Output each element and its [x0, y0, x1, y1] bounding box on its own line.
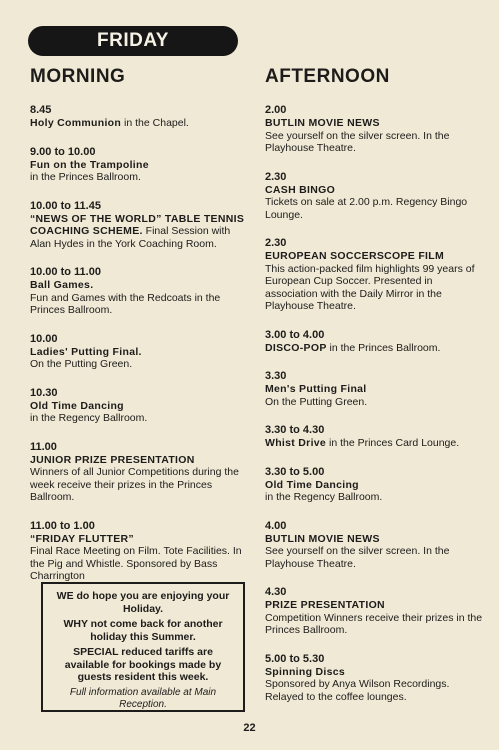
entry-body: [265, 479, 487, 504]
entry-title: Fun on the Trampoline: [30, 158, 149, 171]
entry-time: 4.00: [265, 519, 287, 532]
entry-time: 3.30 to 5.00: [265, 465, 325, 478]
entry-title: Old Time Dancing: [30, 399, 124, 412]
notice-footer: Full information available at Main Reception.: [69, 686, 217, 710]
entry-title: DISCO-POP: [265, 341, 327, 354]
schedule-entry: [30, 441, 252, 504]
schedule-entry: [265, 653, 487, 704]
notice-line: SPECIAL reduced tariffs are available for bookings made by guests resident this week.: [64, 646, 222, 683]
entry-time: 10.30: [30, 386, 58, 399]
entry-title: Spinning Discs: [265, 665, 346, 678]
entry-description: in the Chapel.: [121, 117, 189, 129]
entry-body: [265, 117, 487, 155]
entry-title: BUTLIN MOVIE NEWS: [265, 532, 380, 545]
entry-description: Tickets on sale at 2.00 p.m. Regency Bingo Lounge.: [265, 196, 468, 221]
schedule-entry: [30, 146, 252, 184]
entry-description: Fun and Games with the Redcoats in the Princes Ballroom.: [30, 291, 221, 316]
notice-line: WHY not come back for another holiday this Summer.: [63, 618, 223, 643]
entry-title: Holy Communion: [30, 117, 122, 129]
schedule-entry: [265, 171, 487, 222]
entry-time: 4.30: [265, 586, 287, 598]
entry-body: [265, 437, 487, 450]
entry-time: 9.00 to 10.00: [30, 145, 96, 158]
entry-title: Old Time Dancing: [265, 478, 359, 491]
schedule-entry: [30, 266, 252, 317]
entry-time: 10.00 to 11.45: [30, 199, 101, 212]
entry-description: See yourself on the silver screen. In the Playhouse Theatre.: [265, 129, 450, 154]
afternoon-entries: [265, 104, 487, 703]
entry-time: 3.00 to 4.00: [265, 328, 325, 341]
entry-body: [30, 454, 252, 504]
schedule-entry: [30, 333, 252, 371]
entry-time: 3.30: [265, 370, 287, 382]
entry-body: [30, 159, 252, 184]
entry-description: On the Putting Green.: [30, 358, 133, 370]
entry-title: “NEWS OF THE WORLD” TABLE TENNIS COACHING SCHEME.: [30, 212, 245, 237]
entry-body: [30, 533, 252, 583]
schedule-entry: [265, 370, 487, 408]
entry-description: Winners of all Junior Competitions during the week receive their prizes in the Princes Ballroom.: [30, 466, 239, 503]
entry-description: Sponsored by Anya Wilson Recordings. Relayed to the coffee lounges.: [265, 678, 450, 703]
entry-description: in the Princes Ballroom.: [30, 171, 141, 183]
entry-body: [265, 666, 487, 704]
entry-title: BUTLIN MOVIE NEWS: [265, 117, 380, 129]
entry-body: [265, 383, 487, 408]
entry-description: See yourself on the silver screen. In the Playhouse Theatre.: [265, 545, 450, 570]
schedule-entry: [30, 104, 252, 130]
entry-title: PRIZE PRESENTATION: [265, 599, 385, 611]
schedule-entry: [265, 104, 487, 155]
entry-description: Final Session with Alan Hydes in the York Coaching Room.: [30, 225, 231, 250]
schedule-entry: [265, 586, 487, 637]
entry-time: 11.00 to 1.00: [30, 519, 95, 532]
entry-title: Ladies' Putting Final.: [30, 345, 142, 358]
entry-time: 5.00 to 5.30: [265, 652, 325, 665]
schedule-entry: [30, 200, 252, 251]
entry-time: 2.30: [265, 237, 287, 249]
entry-time: 10.00 to 11.00: [30, 266, 101, 278]
entry-body: [30, 400, 252, 425]
entry-body: [30, 117, 252, 130]
entry-time: 2.00: [265, 104, 287, 116]
schedule-entry: [30, 387, 252, 425]
day-heading-badge: FRIDAY: [28, 26, 238, 56]
morning-heading: MORNING: [30, 66, 126, 87]
schedule-entry: [30, 520, 252, 583]
entry-time: 10.00: [30, 332, 58, 345]
schedule-entry: [265, 424, 487, 450]
schedule-entry: [265, 520, 487, 571]
entry-body: [30, 213, 252, 251]
notice-box: [41, 582, 245, 712]
entry-description: in the Regency Ballroom.: [265, 491, 383, 503]
entry-body: [265, 250, 487, 313]
afternoon-column: [265, 66, 487, 719]
entry-description: Final Race Meeting on Film. Tote Facilities. In the Pig and Whistle. Sponsored by Bass Charrington: [30, 545, 242, 582]
entry-time: 8.45: [30, 104, 52, 116]
entry-description: in the Regency Ballroom.: [30, 412, 148, 424]
entry-description: in the Princes Card Lounge.: [326, 437, 460, 449]
schedule-entry: [265, 329, 487, 355]
page-number: 22: [243, 722, 256, 734]
entry-title: Ball Games.: [30, 279, 94, 291]
entry-title: Men's Putting Final: [265, 383, 367, 395]
entry-description: in the Princes Ballroom.: [326, 341, 441, 354]
schedule-entry: [265, 237, 487, 313]
entry-title: JUNIOR PRIZE PRESENTATION: [30, 453, 195, 466]
entry-body: [30, 279, 252, 317]
entry-description: On the Putting Green.: [265, 395, 368, 408]
schedule-entry: [265, 466, 487, 504]
entry-description: Competition Winners receive their prizes in the Princes Ballroom.: [265, 611, 483, 636]
morning-column: [30, 66, 252, 599]
notice-line: WE do hope you are enjoying your Holiday.: [56, 590, 230, 615]
entry-title: CASH BINGO: [265, 183, 336, 196]
entry-title: EUROPEAN SOCCERSCOPE FILM: [265, 250, 445, 262]
entry-body: [265, 533, 487, 571]
entry-title: Whist Drive: [265, 437, 327, 449]
entry-body: [30, 346, 252, 371]
afternoon-heading: AFTERNOON: [265, 66, 390, 87]
morning-entries: [30, 104, 252, 583]
entry-body: [265, 184, 487, 222]
entry-description: This action-packed film highlights 99 years of European Cup Soccer. Presented in association with the Daily Mirror in the Playhouse Theatre.: [265, 262, 475, 312]
entry-body: [265, 599, 487, 637]
entry-time: 3.30 to 4.30: [265, 424, 325, 436]
entry-title: “FRIDAY FLUTTER”: [30, 532, 134, 545]
entry-time: 11.00: [30, 440, 57, 453]
entry-body: [265, 342, 487, 355]
entry-time: 2.30: [265, 170, 287, 183]
